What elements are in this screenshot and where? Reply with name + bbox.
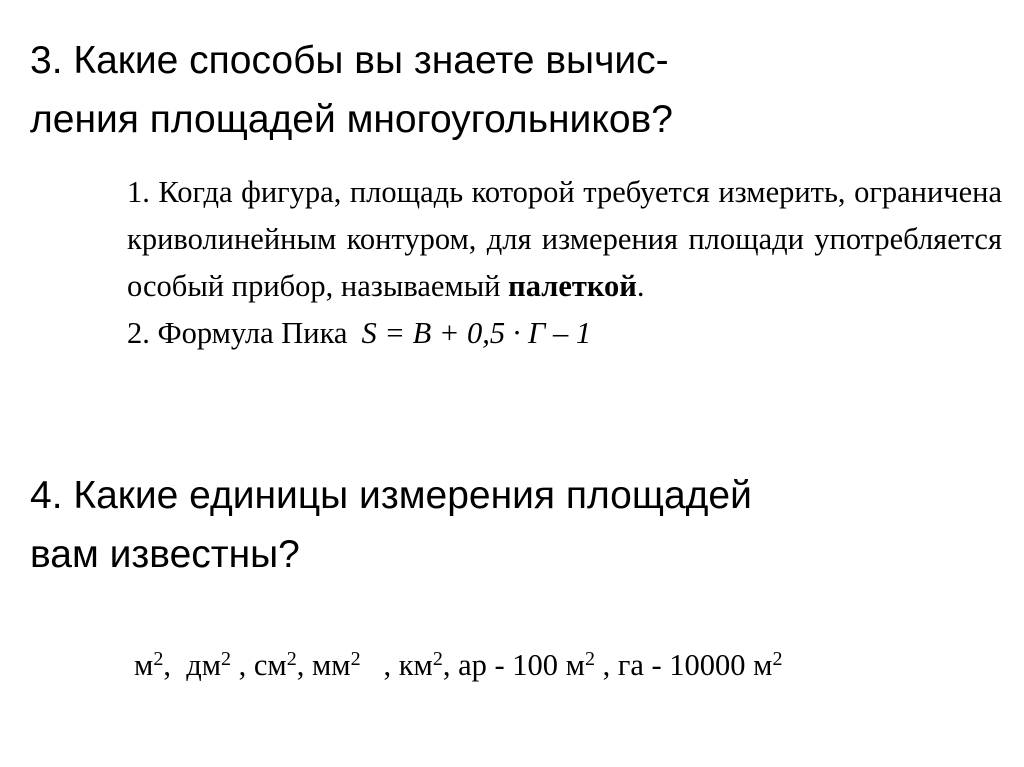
question-3-answer (127, 169, 1002, 357)
unit-ar-exponent: 2 (584, 648, 595, 670)
answer-item-1 (127, 169, 1002, 310)
unit-km: км (398, 648, 433, 682)
unit-m: м (134, 648, 154, 682)
question-4-line-1: 4. Какие единицы измерения площадей (30, 474, 752, 517)
answer-item-2 (127, 310, 1002, 357)
answer-item-1-term: палеткой (508, 269, 637, 303)
question-3-line-2: ления площадей многоугольников? (30, 98, 673, 141)
question-4-line-2: вам известны? (30, 533, 300, 576)
unit-mm: мм (311, 648, 351, 682)
unit-cm: см (253, 648, 287, 682)
unit-dm: дм (186, 648, 222, 682)
answer-item-1-period: . (636, 269, 645, 303)
unit-ga-exponent: 2 (772, 648, 783, 670)
question-3-line-1: 3. Какие способы вы знаете вычис- (30, 39, 669, 82)
question-4-heading (30, 466, 752, 584)
answer-item-2-label: 2. Формула Пика (127, 316, 348, 350)
unit-km-exponent: 2 (432, 648, 443, 670)
area-units-answer: $м^2$, $дм^2$ , $см^2$, $мм^2$ , $км^2$, ар - 100 $м^2$ , га - 10000 $м^2$ (134, 648, 783, 682)
unit-mm-exponent: 2 (350, 648, 361, 670)
answer-item-1-text: 1. Когда фигура, площадь которой требуется измерить, ограничена криволинейным контуром, для измерения площади употребляется особый прибор, называемый (127, 175, 1002, 303)
unit-cm-exponent: 2 (286, 648, 297, 670)
question-3-heading (30, 31, 673, 149)
unit-ga: га - 10000 м (617, 648, 773, 682)
unit-ar: ар - 100 м (458, 648, 585, 682)
unit-m-exponent: 2 (153, 648, 164, 670)
unit-dm-exponent: 2 (221, 648, 232, 670)
pick-formula: S = В + 0,5 · Г – 1 (361, 316, 592, 350)
